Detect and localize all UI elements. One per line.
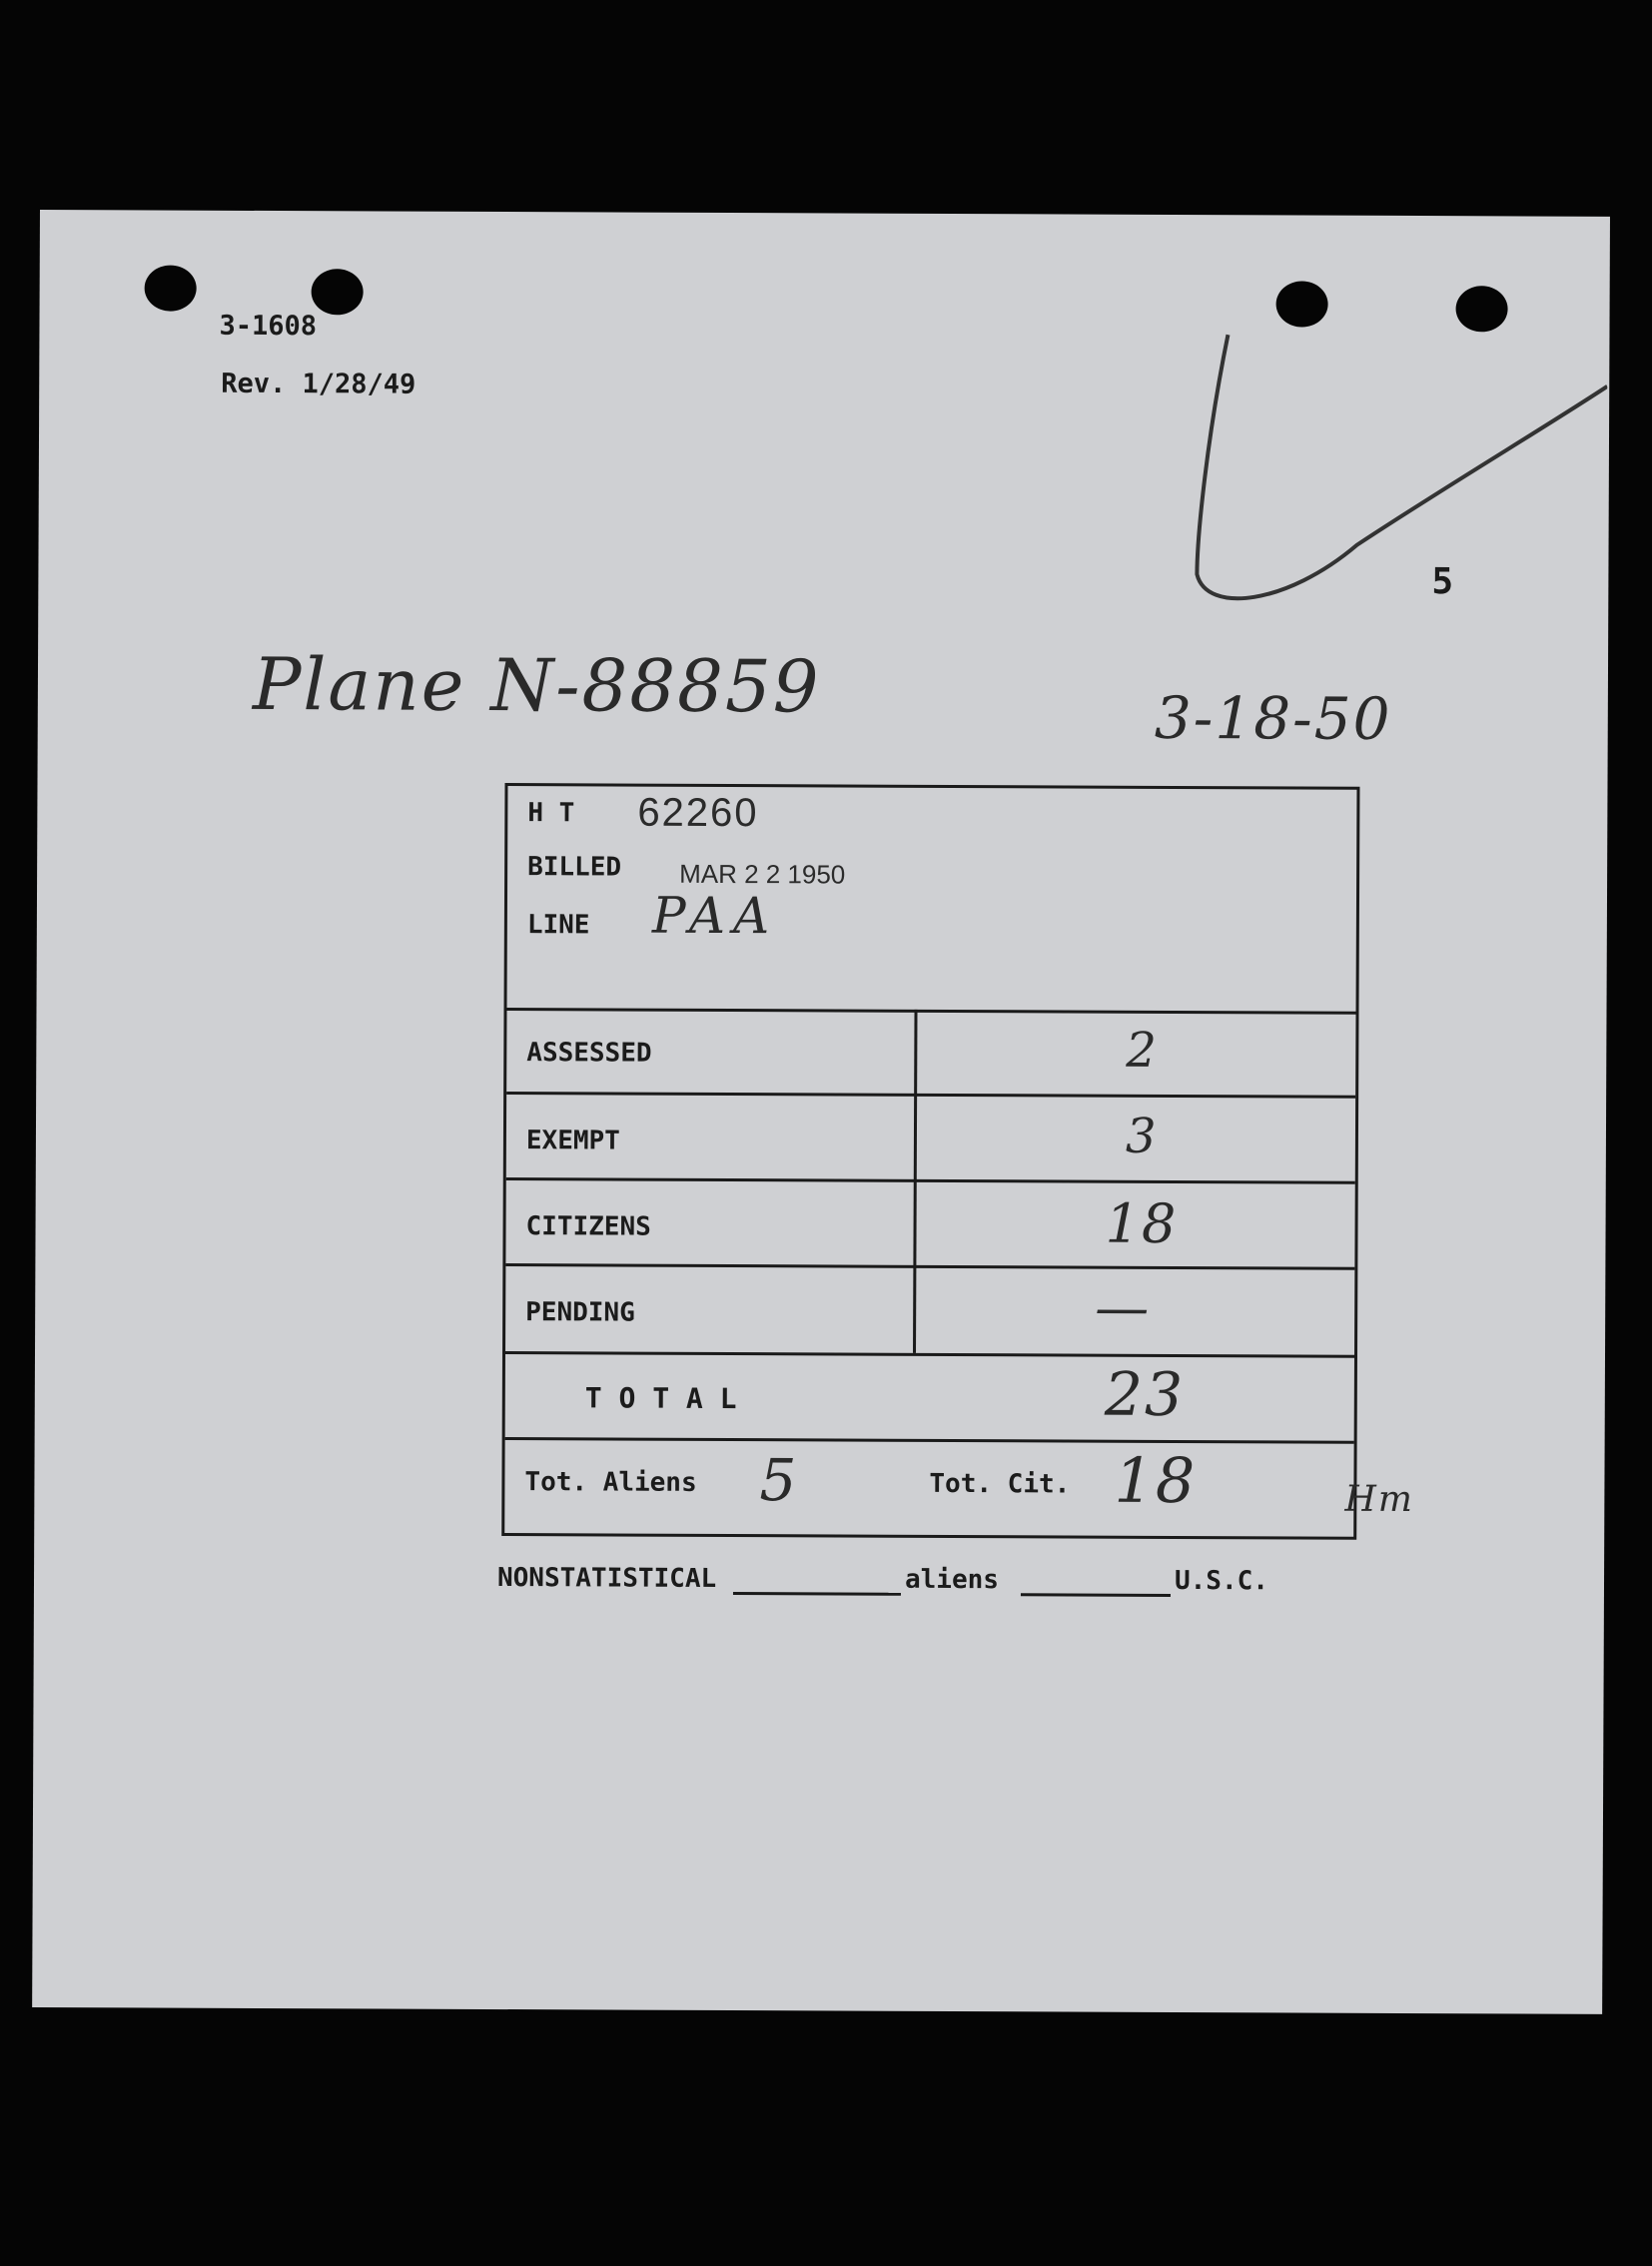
aliens-blank: [1021, 1593, 1171, 1597]
line-label: LINE: [526, 910, 590, 941]
check-mark-icon: [1167, 315, 1607, 656]
row-value-citizens: 18: [1105, 1191, 1179, 1255]
nonstatistical-label: NONSTATISTICAL: [496, 1563, 717, 1594]
page-number: 5: [1431, 561, 1454, 603]
row-value-exempt: 3: [1125, 1108, 1159, 1164]
total-label: T O T A L: [584, 1381, 737, 1416]
document-page: [32, 210, 1610, 2014]
row-label-citizens: CITIZENS: [525, 1211, 651, 1242]
row-value-assessed: 2: [1126, 1022, 1160, 1079]
form-number: 3-1608: [219, 310, 318, 343]
usc-label: U.S.C.: [1174, 1565, 1269, 1597]
line-value: PAA: [651, 886, 778, 946]
punch-hole: [145, 265, 197, 311]
row-label-exempt: EXEMPT: [525, 1126, 620, 1156]
ht-label: H T: [527, 798, 575, 829]
handwritten-date: 3-18-50: [1154, 683, 1392, 753]
tot-cit-value: 18: [1114, 1443, 1198, 1518]
punch-hole: [312, 269, 364, 315]
billed-label: BILLED: [527, 852, 622, 883]
nonstatistical-blank: [733, 1592, 901, 1596]
tot-aliens-value: 5: [759, 1446, 799, 1515]
manifest-form-box: [501, 783, 1359, 1540]
revision-date: Rev. 1/28/49: [221, 368, 416, 400]
tot-cit-label: Tot. Cit.: [929, 1468, 1071, 1500]
plane-label: Plane N-88859: [252, 641, 821, 729]
row-label-assessed: ASSESSED: [526, 1038, 652, 1069]
row-label-pending: PENDING: [525, 1297, 635, 1328]
ht-number: 62260: [637, 790, 759, 836]
aliens-label: aliens: [904, 1564, 1000, 1596]
row-value-pending: —: [1095, 1275, 1152, 1339]
initials: Hm: [1344, 1478, 1414, 1521]
tot-aliens-label: Tot. Aliens: [524, 1467, 697, 1498]
total-value: 23: [1104, 1359, 1186, 1431]
billed-date-stamp: MAR 2 2 1950: [679, 858, 846, 890]
